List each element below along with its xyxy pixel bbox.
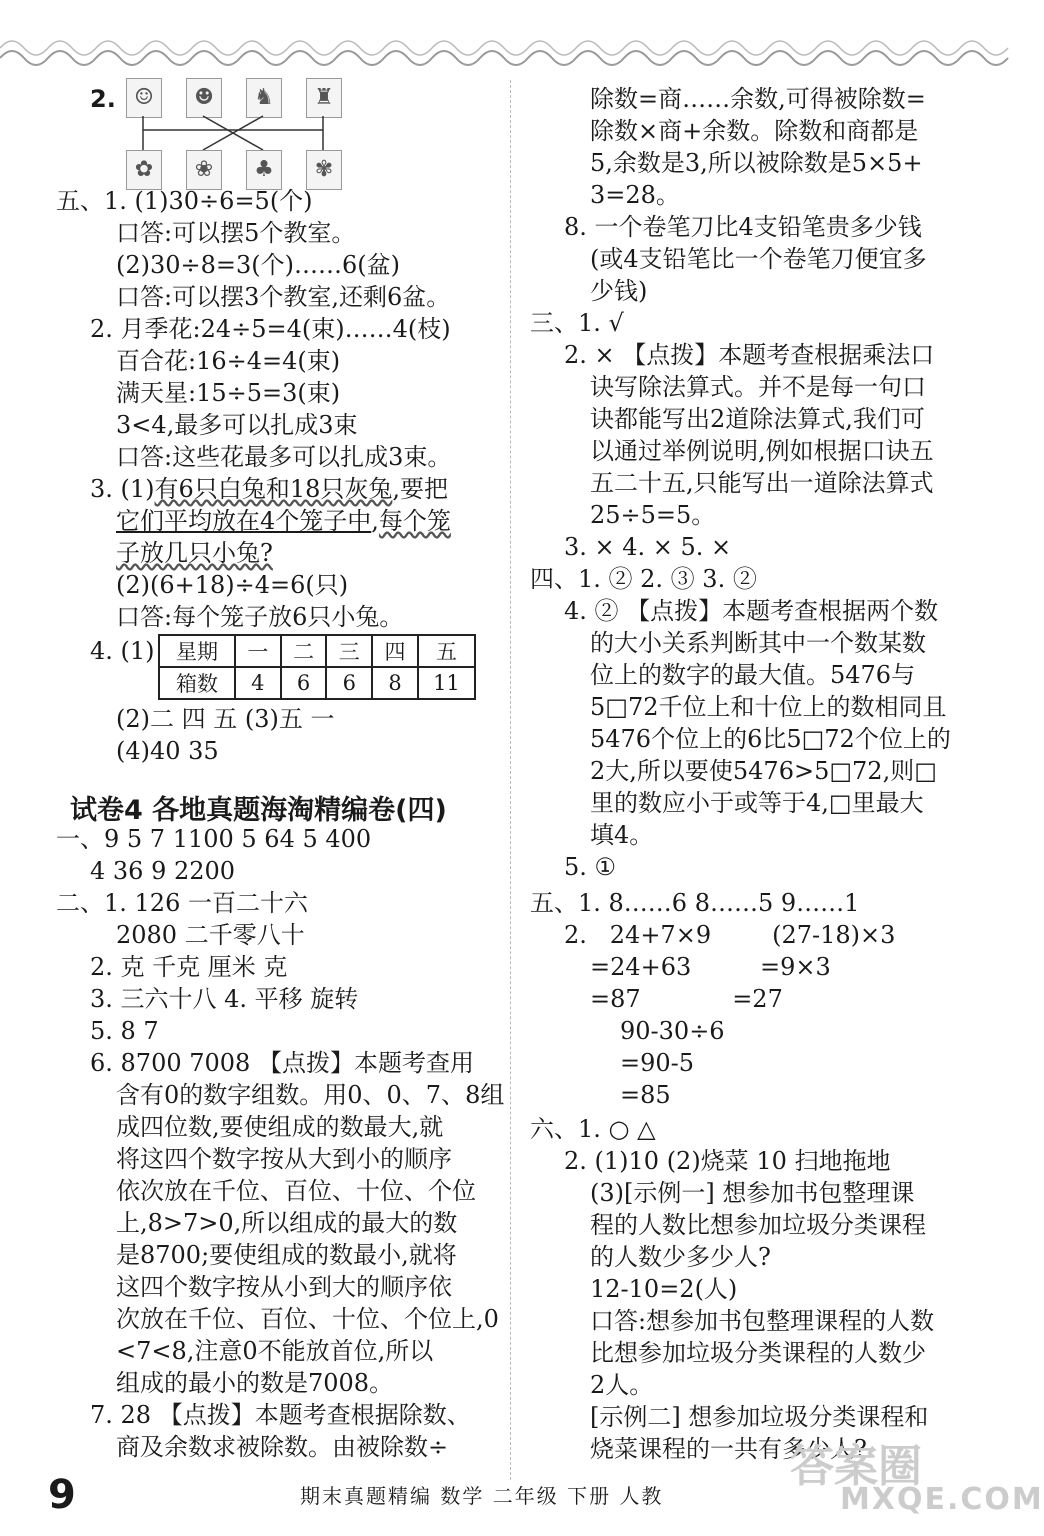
s5-3b (116, 506, 451, 536)
object-icon-1: ✿ (126, 150, 162, 190)
s2-6a: 6. 8700 7008 【点拨】本题考查用 (90, 1049, 474, 1077)
r3-3: 3. × 4. × 5. × (564, 533, 732, 561)
s5-2b: 百合花:16÷4=4(束) (116, 347, 341, 375)
table-cell: 6 (281, 667, 327, 699)
s5-3a-pre: (1) (120, 475, 155, 503)
s2-6i: 次放在千位、百位、十位、个位上,0 (116, 1305, 499, 1333)
r4-4e: 5476个位上的6比5□72个位上的 (590, 725, 951, 753)
s2-6g: 是8700;要使组成的数最小,就将 (116, 1241, 457, 1269)
s2-6e: 依次放在千位、百位、十位、个位 (116, 1177, 476, 1205)
r4-4a: 4. ② 【点拨】本题考查根据两个数 (564, 597, 939, 625)
s2-6h: 这四个数字按从小到大的顺序依 (116, 1273, 452, 1301)
s5-3c-underline: 子放几只小兔? (116, 539, 273, 567)
watermark-url: MXQE.COM (840, 1482, 1044, 1517)
r6-2i: [示例二] 想参加垃圾分类课程和 (590, 1403, 929, 1431)
s5-3b-underline: 它们平均放在4个笼子中 (116, 507, 372, 535)
s5-1b: 口答:可以摆5个教室。 (116, 219, 356, 247)
table-cell: 8 (372, 667, 418, 699)
s2-7b: 商及余数求被除数。由被除数÷ (116, 1433, 449, 1461)
s2-6j: <7<8,注意0不能放首位,所以 (116, 1337, 434, 1365)
r8b: (或4支铅笔比一个卷笔刀便宜多 (590, 245, 927, 273)
r4-4f: 2大,所以要使5476>5□72,则□ (590, 757, 937, 785)
s2-6c: 成四位数,要使组成的数最大,就 (116, 1113, 444, 1141)
s5-2a: 2. 月季花:24÷5=4(束)……4(枝) (90, 315, 451, 343)
r5-2c: =87 =27 (590, 985, 783, 1013)
r4-4h: 填4。 (590, 821, 654, 849)
r4-4c: 位上的数字的最大值。5476与 (590, 661, 916, 689)
matching-pictures (126, 78, 346, 188)
r3-2a: 2. × 【点拨】本题考查根据乘法口 (564, 341, 935, 369)
s2-5: 5. 8 7 (90, 1017, 159, 1045)
s2-6d: 将这四个数字按从大到小的顺序 (116, 1145, 452, 1173)
object-icon-4: ✾ (306, 150, 342, 190)
s5-2e: 口答:这些花最多可以扎成3束。 (116, 443, 452, 471)
r3-2e: 五二十五,只能写出一道除法算式 (590, 469, 934, 497)
s5-2d: 3<4,最多可以扎成3束 (116, 411, 358, 439)
s5-1a: 五、1. (1)30÷6=5(个) (56, 187, 313, 215)
r4-5: 5. ① (564, 853, 617, 881)
r4-1: 四、1. ② 2. ③ 3. ② (530, 565, 757, 593)
table-cell: 一 (235, 635, 281, 667)
matching-lines (126, 116, 346, 150)
r5-2d: 90-30÷6 (620, 1017, 725, 1045)
r6-2f: 口答:想参加书包整理课程的人数 (590, 1307, 935, 1335)
view-icon-2: ☻ (186, 78, 222, 118)
r2: 除数×商+余数。除数和商都是 (590, 117, 919, 145)
s2-6b: 含有0的数字组数。用0、0、7、8组 (116, 1081, 505, 1109)
r5-2f: =85 (620, 1081, 671, 1109)
r4-4g: 里的数应小于或等于4,□里最大 (590, 789, 924, 817)
watermark-logo: 答案圈 (790, 1441, 922, 1492)
r5-2e: =90-5 (620, 1049, 695, 1077)
r6-1: 六、1. ○ △ (530, 1115, 656, 1143)
s5-3a (90, 474, 448, 504)
r5-2a: 2. 24+7×9 (27-18)×3 (564, 921, 896, 949)
object-icon-2: ❀ (186, 150, 222, 190)
s2-3: 3. 三六十八 4. 平移 旋转 (90, 985, 359, 1013)
table-cell: 6 (326, 667, 372, 699)
table-row (159, 635, 475, 667)
r6-2h: 2人。 (590, 1371, 654, 1399)
table-cell: 箱数 (159, 667, 235, 699)
s5-3a-underline: 有6只白兔和18只灰兔 (154, 475, 393, 503)
r5-1: 五、1. 8……6 8……5 9……1 (530, 889, 860, 917)
r8a: 8. 一个卷笔刀比4支铅笔贵多少钱 (564, 213, 922, 241)
view-icon-1: ☺ (126, 78, 162, 118)
s5-4-num: 4. (1) (90, 637, 155, 665)
object-icon-3: ♣ (246, 150, 282, 190)
section-title-paper4: 试卷4 各地真题海淘精编卷(四) (70, 795, 447, 826)
s5-3b-underline2: 每个笼 (378, 507, 451, 535)
r6-2a: 2. (1)10 (2)烧菜 10 扫地拖地 (564, 1147, 891, 1175)
view-icon-3: ♞ (246, 78, 282, 118)
r3: 5,余数是3,所以被除数是5×5+ (590, 149, 923, 177)
r3-1: 三、1. √ (530, 309, 624, 337)
s2-6k: 组成的最小的数是7008。 (116, 1369, 394, 1397)
r8c: 少钱) (590, 277, 648, 305)
s2-1b: 2080 二千零八十 (116, 921, 305, 949)
r3-2c: 诀都能写出2道除法算式,我们可 (590, 405, 925, 433)
table-cell: 二 (281, 635, 327, 667)
r6-2b: (3)[示例一] 想参加书包整理课 (590, 1179, 915, 1207)
column-divider (510, 80, 511, 1480)
footer-text: 期末真题精编 数学 二年级 下册 人教 (300, 1484, 664, 1508)
r4: 3=28。 (590, 181, 680, 209)
r4-4d: 5□72千位上和十位上的数相同且 (590, 693, 947, 721)
r3-2b: 诀写除法算式。并不是每一句口 (590, 373, 926, 401)
r6-2g: 比想参加垃圾分类课程的人数少 (590, 1339, 926, 1367)
table-row (159, 667, 475, 699)
r6-2e: 12-10=2(人) (590, 1275, 738, 1303)
table-cell: 4 (235, 667, 281, 699)
weekday-table (158, 634, 476, 700)
table-cell: 四 (372, 635, 418, 667)
r6-2d: 的人数少多少人? (590, 1243, 771, 1271)
r3-2f: 25÷5=5。 (590, 501, 716, 529)
s5-3e: 口答:每个笼子放6只小兔。 (116, 603, 404, 631)
r6-2c: 程的人数比想参加垃圾分类课程 (590, 1211, 926, 1239)
q2-label: 2. (90, 85, 116, 113)
top-wave-border (0, 0, 1005, 80)
s5-3c (116, 538, 273, 568)
s5-1d: 口答:可以摆3个教室,还剩6盆。 (116, 283, 451, 311)
table-cell: 星期 (159, 635, 235, 667)
s2-6f: 上,8>7>0,所以组成的最大的数 (116, 1209, 458, 1237)
s2-1a: 二、1. 126 一百二十六 (56, 889, 308, 917)
s2-7a: 7. 28 【点拨】本题考查根据除数、 (90, 1401, 471, 1429)
s5-3a-post: ,要把 (392, 475, 448, 503)
r3-2d: 以通过举例说明,例如根据口诀五 (590, 437, 934, 465)
s5-3b-mid: , (371, 507, 379, 535)
r5-2b: =24+63 =9×3 (590, 953, 831, 981)
r1: 除数=商……余数,可得被除数= (590, 85, 926, 113)
table-cell: 三 (326, 635, 372, 667)
r4-4b: 的大小关系判断其中一个数某数 (590, 629, 926, 657)
view-icon-4: ♜ (306, 78, 342, 118)
s1b: 4 36 9 2200 (90, 857, 236, 885)
s5-3-num: 3. (90, 475, 113, 503)
s5-4c: (4)40 35 (116, 737, 219, 765)
s5-1c: (2)30÷8=3(个)……6(盆) (116, 251, 401, 279)
r6-2j: 烧菜课程的一共有多少人? (590, 1435, 867, 1463)
s5-2c: 满天星:15÷5=3(束) (116, 379, 341, 407)
table-cell: 11 (418, 667, 475, 699)
page-number: 9 (48, 1472, 76, 1518)
s5-4b: (2)二 四 五 (3)五 一 (116, 705, 335, 733)
s2-2: 2. 克 千克 厘米 克 (90, 953, 288, 981)
s1a: 一、9 5 7 1100 5 64 5 400 (56, 825, 372, 853)
s5-3d: (2)(6+18)÷4=6(只) (116, 571, 349, 599)
table-cell: 五 (418, 635, 475, 667)
